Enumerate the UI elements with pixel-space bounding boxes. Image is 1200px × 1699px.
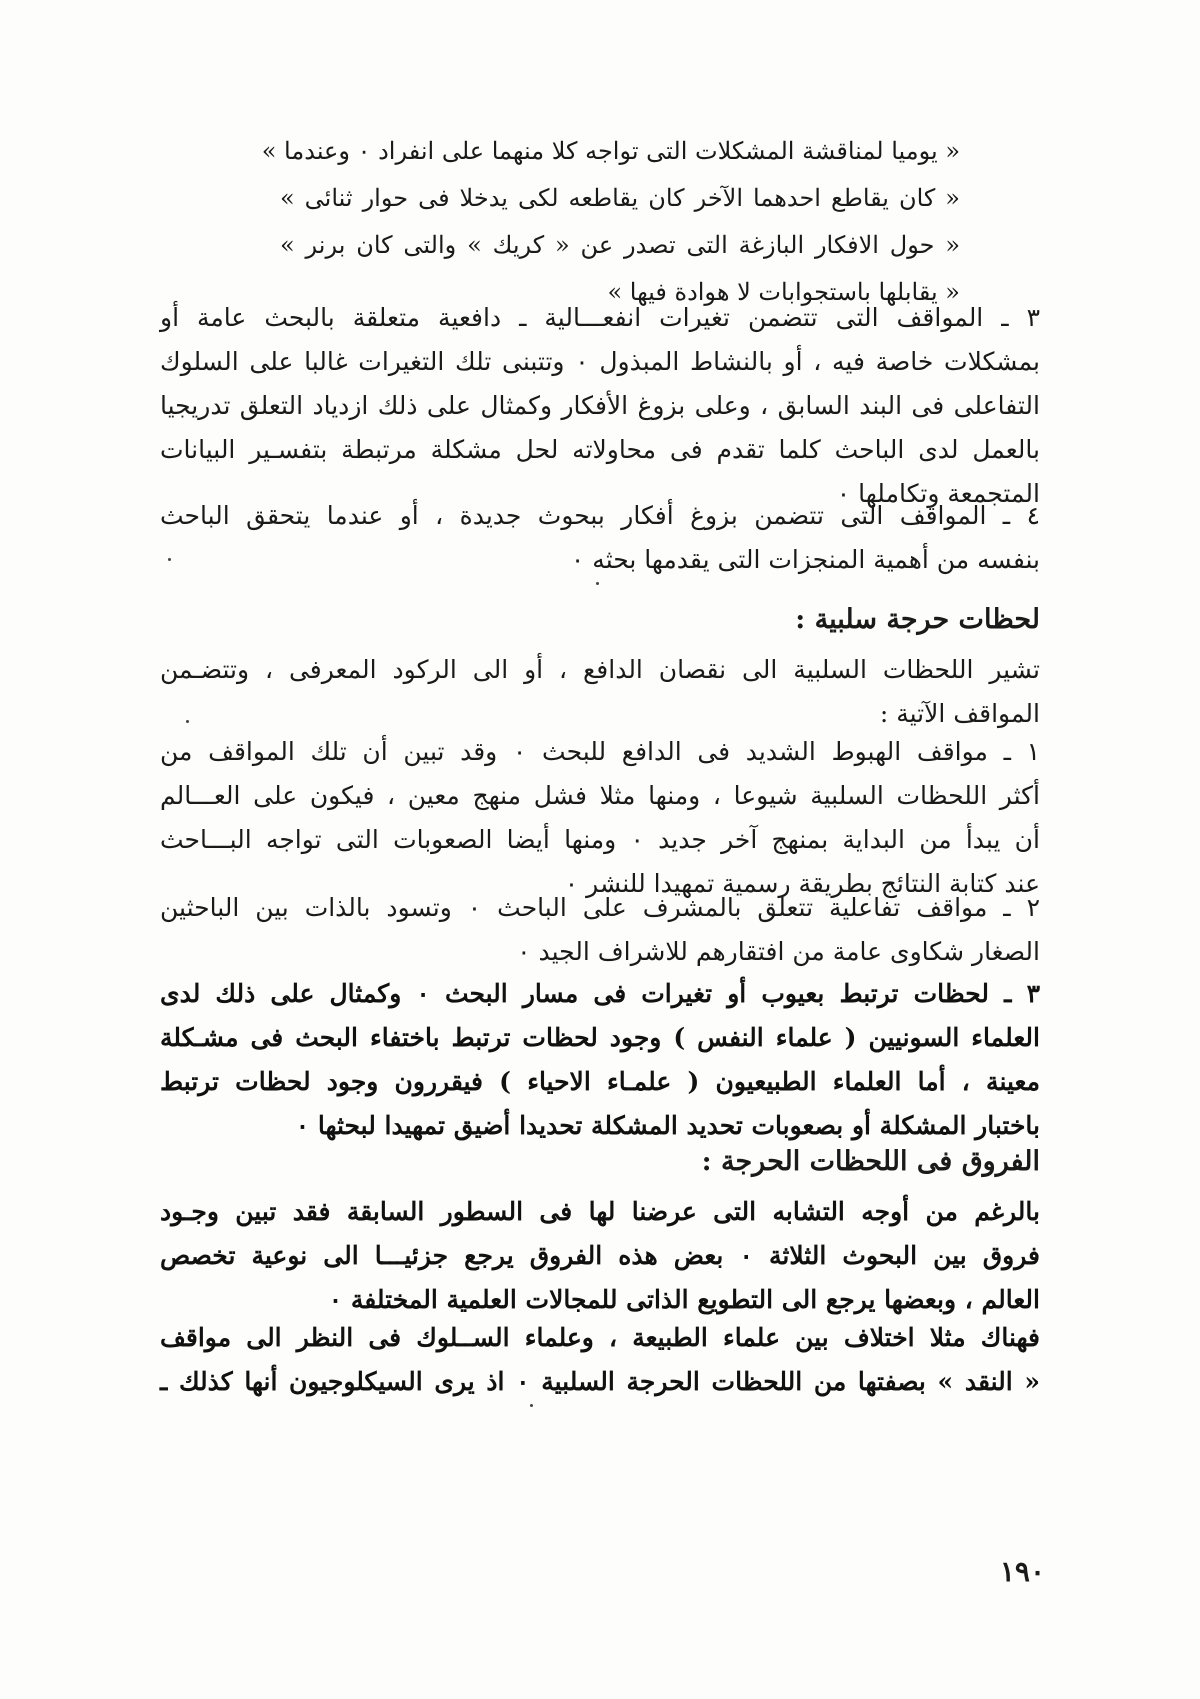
section-heading-negative-moments: لحظات حرجة سلبية : bbox=[795, 604, 1040, 635]
scan-speck bbox=[186, 720, 189, 723]
text-line: ٢ ـ مواقف تفاعلية تتعلق بالمشرف على الباحث ٠ وتسود بالذات بين الباحثين bbox=[160, 893, 1041, 922]
quote-line: « حول الافكار البازغة التى تصدر عن « كريك » والتى كان برنر » bbox=[280, 231, 961, 259]
paragraph-negative-2 bbox=[160, 886, 1040, 974]
text-line: معينة ، أما العلماء الطبيعيون ( علمـاء الاحياء ) فيقررون وجود لحظات ترتبط bbox=[160, 1067, 1040, 1096]
text-line: المواقف الآتية : bbox=[879, 699, 1040, 728]
text-line: باختبار المشكلة أو بصعوبات تحديد المشكلة تحديدا أضيق تمهيدا لبحثها ٠ bbox=[295, 1111, 1040, 1140]
paragraph-item-4 bbox=[160, 494, 1040, 582]
text-line: ٣ ـ لحظات ترتبط بعيوب أو تغيرات فى مسار البحث ٠ وكمثال على ذلك لدى bbox=[160, 979, 1040, 1008]
quote-line: « كان يقاطع احدهما الآخر كان يقاطعه لكى يدخلا فى حوار ثنائى » bbox=[280, 184, 960, 212]
text-line: المتجمعة وتكاملها ٠ bbox=[836, 479, 1040, 508]
text-line: تشير اللحظات السلبية الى نقصان الدافع ، أو الى الركود المعرفى ، وتتضـمن bbox=[160, 655, 1040, 684]
text-line: أكثر اللحظات السلبية شيوعا ، ومنها مثلا فشل منهج معين ، فيكون على العـــالم bbox=[160, 781, 1040, 810]
text-line: العالم ، وبعضها يرجع الى التطويع الذاتى للمجالات العلمية المختلفة ٠ bbox=[328, 1285, 1040, 1314]
text-line: « النقد » بصفتها من اللحظات الحرجة السلبية ٠ اذ يرى السيكلوجيون أنها كذلك ـ bbox=[160, 1367, 1040, 1396]
text-line: ٣ ـ المواقف التى تتضمن تغيرات انفعـــالية ـ دافعية متعلقة بالبحث عامة أو bbox=[160, 303, 1040, 332]
text-line: الصغار شكاوى عامة من افتقارهم للاشراف الجيد ٠ bbox=[517, 937, 1040, 966]
scan-speck bbox=[168, 558, 171, 561]
paragraph-negative-3 bbox=[160, 972, 1040, 1148]
paragraph-negative-1 bbox=[160, 730, 1040, 906]
text-line: عند كتابة النتائج بطريقة رسمية تمهيدا للنشر ٠ bbox=[564, 869, 1040, 898]
text-line: فهناك مثلا اختلاف بين علماء الطبيعة ، وعلماء الســلوك فى النظر الى مواقف bbox=[160, 1323, 1040, 1352]
quote-line: « يقابلها باستجوابات لا هوادة فيها » bbox=[607, 278, 960, 306]
text-line: ١ ـ مواقف الهبوط الشديد فى الدافع للبحث ٠ وقد تبين أن تلك المواقف من bbox=[160, 737, 1041, 766]
text-line: ٤ ـ المواقف التى تتضمن بزوغ أفكار ببحوث جديدة ، أو عندما يتحقق الباحث bbox=[160, 501, 1040, 530]
text-line: التفاعلى فى البند السابق ، وعلى بزوغ الأفكار وكمثال على ذلك ازدياد التعلق تدريجيا bbox=[160, 391, 1040, 420]
page-number: ١٩٠ bbox=[999, 1555, 1045, 1588]
paragraph-differences-1 bbox=[160, 1190, 1040, 1322]
paragraph-intro-negative bbox=[160, 648, 1040, 736]
quote-block bbox=[261, 128, 961, 316]
text-line: بالعمل لدى الباحث كلما تقدم فى محاولاته لحل مشكلة مرتبطة بتفسـير البيانات bbox=[160, 435, 1040, 464]
text-line: فروق بين البحوث الثلاثة ٠ بعض هذه الفروق يرجع جزئيـــا الى نوعية تخصص bbox=[160, 1241, 1040, 1270]
quote-line: « يوميا لمناقشة المشكلات التى تواجه كلا منهما على انفراد ٠ وعندما » bbox=[261, 137, 960, 165]
scan-speck bbox=[596, 582, 599, 585]
text-line: العلماء السونيين ( علماء النفس ) وجود لحظات ترتبط باختفاء البحث فى مشـكلة bbox=[160, 1023, 1040, 1052]
paragraph-item-3 bbox=[160, 296, 1040, 516]
text-line: بمشكلات خاصة فيه ، أو بالنشاط المبذول ٠ وتتبنى تلك التغيرات غالبا على السلوك bbox=[160, 347, 1041, 376]
text-line: بالرغم من أوجه التشابه التى عرضنا لها فى السطور السابقة فقد تبين وجـود bbox=[160, 1197, 1040, 1226]
text-line: بنفسه من أهمية المنجزات التى يقدمها بحثه ٠ bbox=[570, 545, 1040, 574]
section-heading-differences: الفروق فى اللحظات الحرجة : bbox=[701, 1146, 1040, 1177]
scan-speck bbox=[530, 1404, 533, 1407]
paragraph-differences-2 bbox=[160, 1316, 1040, 1404]
text-line: أن يبدأ من البداية بمنهج آخر جديد ٠ ومنها أيضا الصعوبات التى تواجه البـــاحث bbox=[160, 825, 1040, 854]
